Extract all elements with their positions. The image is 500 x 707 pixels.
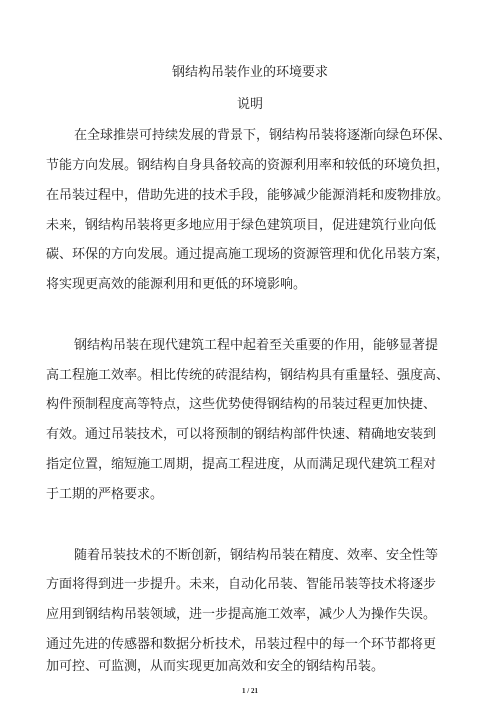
- paragraph-1-line-1: 在全球推崇可持续发展的背景下，钢结构吊装将逐渐向绿色环保、: [74, 128, 452, 143]
- page-number: 1 / 21: [242, 687, 258, 695]
- paragraph-1-line-5: 碳、环保的方向发展。通过提高施工现场的资源管理和优化吊装方案，: [46, 247, 450, 262]
- paragraph-3-line-2: 方面将得到进一步提升。未来，自动化吊装、智能吊装等技术将逐步: [46, 577, 437, 592]
- paragraph-1-line-3: 在吊装过程中，借助先进的技术手段，能够减少能源消耗和废物排放。: [46, 188, 450, 203]
- document-subtitle: 说明: [236, 97, 263, 112]
- paragraph-2-line-5: 指定位置，缩短施工周期，提高工程进度，从而满足现代建筑工程对: [46, 457, 437, 472]
- paragraph-3-line-3: 应用到钢结构吊装领域，进一步提高施工效率，减少人为操作失误。: [46, 607, 437, 622]
- paragraph-2-line-6: 于工期的严格要求。: [46, 487, 164, 502]
- paragraph-2-line-4: 有效。通过吊装技术，可以将预制的钢结构部件快速、精确地安装到: [46, 427, 437, 442]
- paragraph-3-line-4: 通过先进的传感器和数据分析技术，吊装过程中的每一个环节都将更: [46, 637, 437, 652]
- paragraph-1-line-2: 节能方向发展。钢结构自身具备较高的资源利用率和较低的环境负担，: [46, 158, 450, 173]
- paragraph-3-line-5: 加可控、可监测，从而实现更加高效和安全的钢结构吊装。: [46, 659, 385, 674]
- paragraph-2-line-3: 构件预制程度高等特点，这些优势使得钢结构的吊装过程更加快捷、: [46, 397, 437, 412]
- paragraph-1-line-4: 未来，钢结构吊装将更多地应用于绿色建筑项目，促进建筑行业向低: [46, 218, 437, 233]
- paragraph-2-line-2: 高工程施工效率。相比传统的砖混结构，钢结构具有重量轻、强度高、: [46, 368, 450, 383]
- document-title: 钢结构吊装作业的环境要求: [171, 65, 328, 80]
- paragraph-1-line-6: 将实现更高效的能源利用和更低的环境影响。: [46, 277, 307, 292]
- paragraph-2-line-1: 钢结构吊装在现代建筑工程中起着至关重要的作用，能够显著提: [74, 338, 439, 353]
- paragraph-3-line-1: 随着吊装技术的不断创新，钢结构吊装在精度、效率、安全性等: [74, 548, 439, 563]
